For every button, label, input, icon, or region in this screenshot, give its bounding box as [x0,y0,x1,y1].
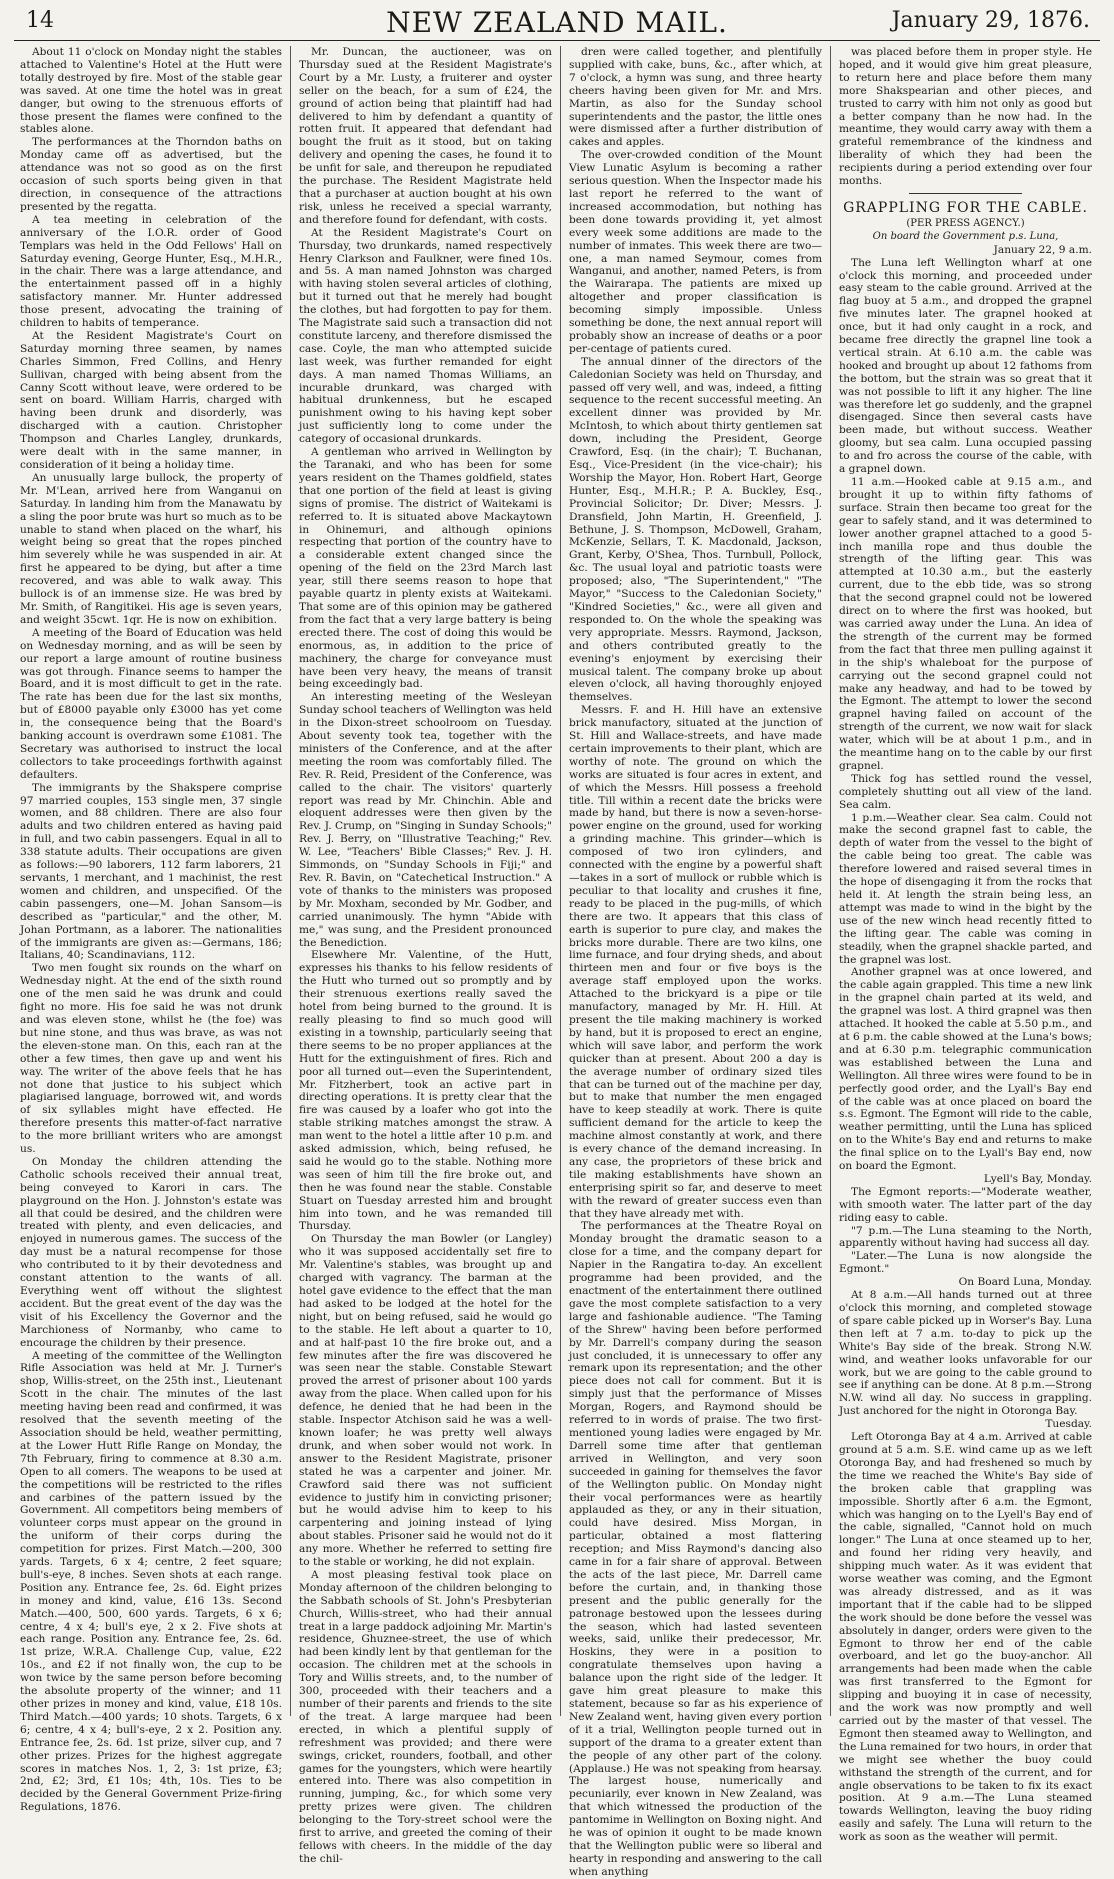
dateline: On Board Luna, Monday. [958,1276,1092,1289]
paragraph: The Egmont reports:—"Moderate weather, with smooth water. The latter part of the day riding easy to cable. [839,1185,1092,1224]
paragraph: On Monday the children attending the Catholic schools received their annual treat, being conveyed to Karori in cars. The playground on the Hon. J. Johnston's estate was all that could be desired, and the children were treated with plenty, and even delicacies, and enjoyed in numerous games. The success of the day must be a natural recompense for those who contributed to it by their devotedness and constant attention to the wants of all. Everything went off without the slightest accident. But the great event of the day was the visit of his Excellency the Governor and the Marchioness of Normanby, who came to encourage the children by their presence. [20,1155,282,1349]
issue-date: January 29, 1876. [891,8,1090,33]
paragraph: Left Otoronga Bay at 4 a.m. Arrived at cable ground at 5 a.m. S.E. wind came up as we left Otoronga Bay, and had freshened so much by the time we reached the White's Bay side of the broken cable that grappling was impossible. Shortly after 6 a.m. the Egmont, which was hanging on to the Lyell's Bay end of the cable, signalled, "Cannot hold on much longer." The Luna at once steamed up to her, and found her riding very heavily, and shipping much water. As it was evident that worse weather was coming, and the Egmont was already distressed, and as it was important that if the cable had to be slipped the work should be done before the vessel was absolutely in danger, orders were given to the Egmont to throw her end of the cable overboard, and let go the buoy-anchor. All arrangements had been made when the cable was first transferred to the Egmont for slipping and buoying it in case of necessity, and the work was now promptly and well carried out by the master of that vessel. The Egmont then steamed away to Wellington, and the Luna remained for two hours, in order that we might see whether the buoy could withstand the strength of the current, and for angle observations to be taken to fix its exact position. At 9 a.m.—The Luna steamed towards Wellington, leaving the buoy riding easily and safely. The Luna will return to the work as soon as the weather will permit. [839,1431,1092,1844]
paragraph: The Luna left Wellington wharf at one o'clock this morning, and proceeded under easy steam to the cable ground. Arrived at the flag buoy at 5 a.m., and dropped the grapnel five minutes later. The grapnel hooked at once, but it had only caught in a rock, and became free directly the grapnel line took a vertical strain. At 6.10 a.m. the cable was hooked and brought up about 12 fathoms from the bottom, but the strain was so great that it was not possible to lift it any higher. The line was therefore let go suddenly, and the grapnel disengaged. Since then several casts have been made, but without success. Weather gloomy, but sea calm. Luna occupied passing to and fro across the course of the cable, with a grapnel down. [839,256,1092,476]
column-4 [830,46,1100,1844]
paragraph: A tea meeting in celebration of the anniversary of the I.O.R. order of Good Templars was held in the Odd Fellows' Hall on Saturday evening, George Hunter, Esq., M.H.R., in the chair. There was a large attendance, and the entertainment passed off in a highly satisfactory manner. Mr. Hunter addressed those present, advocating the training of children to habits of temperance. [20,213,282,330]
paragraph: An interesting meeting of the Wesleyan Sunday school teachers of Wellington was held in the Dixon-street schoolroom on Tuesday. About seventy took tea, together with the ministers of the Conference, and at the after meeting the room was comfortably filled. The Rev. R. Reid, President of the Conference, was called to the chair. The visitors' quarterly report was read by Mr. Chinchin. Able and eloquent addresses were then given by the Rev. J. Crump, on "Singing in Sunday Schools;" Rev. J. Berry, on "Illustrative Teaching;" Rev. W. Lee, "Teachers' Bible Classes;" Rev. J. H. Simmonds, on "Sunday Schools in Fiji;" and Rev. R. Bavin, on "Catechetical Instruction." A vote of thanks to the ministers was proposed by Mr. Moxham, seconded by Mr. Godber, and carried unanimously. The hymn "Abide with me," was sung, and the President pronounced the Benediction. [299,691,552,949]
paragraph: 11 a.m.—Hooked cable at 9.15 a.m., and brought it up to within fifty fathoms of surface. Strain then became too great for the gear to safely stand, and it was determined to lower another grapnel attached to a good 5-inch manilla rope and thus double the strength of the lifting gear. This was attempted at 10.30 a.m., but the easterly current, due to the ebb tide, was so strong that the second grapnel could not be lowered direct on to where the first was hooked, but was carried away under the Luna. An idea of the strength of the current may be formed from the fact that three men pulling against it in the ship's whaleboat for the purpose of carrying out the second grapnel could not make any headway, and had to be towed by the Egmont. The attempt to lower the second grapnel having failed on account of the strength of the current, we now wait for slack water, which will be at about 1 p.m., and in the meantime hang on to the cable by our first grapnel. [839,476,1092,772]
article-headline: GRAPPLING FOR THE CABLE. [843,199,1088,216]
paragraph: Elsewhere Mr. Valentine, of the Hutt, expresses his thanks to his fellow residents of the Hutt who turned out so promptly and by their strenuous exertions really saved the hotel from being burned to the ground. It is really pleasing to find so much good will existing in a township, particularly seeing that there seems to be no proper appliances at the Hutt for the extinguishment of fires. Rich and poor all turned out—even the Superintendent, Mr. Fitzherbert, took an active part in directing operations. It is pretty clear that the fire was caused by a loafer who got into the stable striking matches amongst the straw. A man went to the hotel a little after 10 p.m. and asked admission, which, being refused, he said he would go to the stable. Nothing more was seen of him till the fire broke out, and then he was found near the stable. Constable Stuart on Tuesday arrested him and brought him into town, and he was remanded till Thursday. [299,949,552,1233]
columns [20,46,1100,1878]
paragraph: An unusually large bullock, the property of Mr. M'Lean, arrived here from Wanganui on Saturday. In landing him from the Manawatu by a sling the poor brute was hurt so much as to be unable to stand when placed on the wharf, his weight being so great that the ropes pinched him severely while he was suspended in air. At first he appeared to be dying, but after a time recovered, and was able to walk away. This bullock is of an immense size. He was bred by Mr. Smith, of Rangitikei. His age is seven years, and weight 35cwt. 1qr. He is now on exhibition. [20,471,282,626]
paragraph: The performances at the Thorndon baths on Monday came off as advertised, but the attendance was not so good as on the first occasion of such sports being given in that direction, in consequence of the attractions presented by the regatta. [20,136,282,213]
paragraph: A meeting of the committee of the Wellington Rifle Association was held at Mr. J. Turner's shop, Willis-street, on the 25th inst., Lieutenant Scott in the chair. The minutes of the last meeting having been read and confirmed, it was resolved that the seventh meeting of the Association should be held, weather permitting, at the Lower Hutt Rifle Range on Monday, the 7th February, firing to commence at 8.30 a.m. Open to all comers. The weapons to be used at the competitions will be restricted to the rifles and carbines of the pattern issued by the Government. All competitors being members of volunteer corps must appear on the ground in the uniform of their corps during the competition for prizes. First Match.—200, 300 yards. Targets, 6 x 4; centre, 2 feet square; bull's-eye, 8 inches. Seven shots at each range. Position any. Entrance fee, 2s. 6d. Eight prizes in money and kind, value, £16 13s. Second Match.—400, 500, 600 yards. Targets, 6 x 6; centre, 4 x 4; bull's eye, 2 x 2. Five shots at each range. Position any. Entrance fee, 2s. 6d. 1st prize, W.R.A. Challenge Cup, value, £22 10s., and £2 if not finally won, the cup to be won twice by the same person before becoming the absolute property of the winner; and 11 other prizes in money and kind, value, £18 10s. Third Match.—400 yards; 10 shots. Targets, 6 x 6; centre, 4 x 4; bull's-eye, 2 x 2. Position any. Entrance fee, 2s. 6d. 1st prize, silver cup, and 7 other prizes. Prizes for the highest aggregate scores in matches Nos. 1, 2, 3: 1st prize, £3; 2nd, £2; 3rd, £1 10s; 4th, 10s. Ties to be decided by the General Government Prize-firing Regulations, 1876. [20,1349,282,1814]
paragraph: At the Resident Magistrate's Court on Saturday morning three seamen, by names Charles Simmon, Fred Collins, and Henry Sullivan, charged with being absent from the Canny Scott without leave, were ordered to be sent on board. William Harris, charged with having been drunk and disorderly, was discharged with a caution. Christopher Thompson and Charles Langley, drunkards, were dealt with in the same manner, in consideration of it being a holiday time. [20,329,282,471]
dateline: Lyell's Bay, Monday. [983,1172,1092,1185]
column-2 [290,46,560,1865]
paragraph: A meeting of the Board of Education was held on Wednesday morning, and as will be seen by our report a large amount of routine business was got through. Finance seems to hamper the Board, and it is most difficult to get in the rate. The rate has been due for the last six months, but of £8000 payable only £3000 has yet come in, the consequence being that the Board's banking account is overdrawn some £1081. The Secretary was authorised to instruct the local collectors to take proceedings forthwith against defaulters. [20,626,282,781]
paragraph: About 11 o'clock on Monday night the stables attached to Valentine's Hotel at the Hutt were totally destroyed by fire. Most of the stable gear was saved. At one time the hotel was in great danger, but owing to the strenuous efforts of those present the flames were confined to the stables alone. [20,46,282,136]
paragraph: "Later.—The Luna is now alongside the Egmont." [839,1250,1092,1276]
paragraph: A gentleman who arrived in Wellington by the Taranaki, and who has been for some years resident on the Thames goldfield, states that one portion of the field at least is giving signs of promise. The district of Waitekami is referred to. It is situated above Mackaytown in Ohinemuri, and although opinions respecting that portion of the country have to a considerable extent changed since the opening of the field on the 23rd March last year, still there seems reason to hope that payable quartz in plenty exists at Waitekami. That some are of this opinion may be gathered from the fact that a very large battery is being erected there. The cost of doing this would be enormous, as, in addition to the price of machinery, the charge for conveyance must have been very heavy, the means of transit being exceedingly bad. [299,446,552,691]
dateline-place: On board the Government p.s. Luna, [872,230,1059,242]
paragraph: was placed before them in proper style. He hoped, and it would give him great pleasure, to return here and place before them many more Shakspearian and other pieces, and trusted to carry with him not only as good but a better company than he now had. In the meantime, they would carry away with them a grateful remembrance of the kindness and liberality of which they had been the recipients during a period extending over four months. [839,46,1092,188]
paragraph: Mr. Duncan, the auctioneer, was on Thursday sued at the Resident Magistrate's Court by a Mr. Lusty, a fruiterer and oyster seller on the beach, for a sum of £24, the ground of action being that plaintiff had had delivered to him by defendant a quantity of rotten fruit. It appeared that defendant had bought the fruit as it stood, but on taking delivery and opening the cases, he found it to be unfit for sale, and thereupon he repudiated the purchase. The Resident Magistrate held that a purchaser at auction bought at his own risk, unless he received a special warranty, and therefore found for defendant, with costs. [299,46,552,226]
column-1 [20,46,290,1814]
paragraph: At the Resident Magistrate's Court on Thursday, two drunkards, named respectively Henry Clarkson and Faulkner, were fined 10s. and 5s. A man named Johnston was charged with having stolen several articles of clothing, but it turned out that he merely had bought the clothes, but had forgotten to pay for them. The Magistrate said such a transaction did not constitute larceny, and therefore dismissed the case. Coyle, the man who attempted suicide last week, was further remanded for eight days. A man named Thomas Williams, an incurable drunkard, was charged with habitual drunkenness, but he escaped punishment owing to his having kept sober just sufficiently long to come under the category of occasional drunkards. [299,226,552,446]
column-3 [560,46,830,1878]
paragraph: The over-crowded condition of the Mount View Lunatic Asylum is becoming a rather serious question. When the Inspector made his last report he referred to the want of increased accommodation, but nothing has been done towards providing it, yet almost every week some additions are made to the number of inmates. This week there are two—one, a man named Seymour, comes from Wanganui, and another, named Peters, is from the Wairarapa. The patients are mixed up altogether and proper classification is becoming simply impossible. Unless something be done, the next annual report will probably show an increase of deaths or a poor per-centage of patients cured. [569,149,822,355]
paragraph: 1 p.m.—Weather clear. Sea calm. Could not make the second grapnel fast to cable, the depth of water from the vessel to the bight of the cable being too great. The cable was therefore lowered and raised several times in the hope of disengaging it from the rocks that held it. At length the strain being less, an attempt was made to wind in the bight by the use of the new winch head recently fitted to the lifting gear. The cable was coming in steadily, when the grapnel shackle parted, and the grapnel was lost. [839,811,1092,966]
paragraph: The performances at the Theatre Royal on Monday brought the dramatic season to a close for a time, and the company depart for Napier in the Rangatira to-day. An excellent programme had been provided, and the enactment of the entertainment there outlined gave the most complete satisfaction to a very large and fashionable audience. "The Taming of the Shrew" having been before performed by Mr. Darrell's company during the season just concluded, it is unnecessary to offer any remark upon its representation; and the other piece does not call for comment. But it is simply just that the performance of Misses Morgan, Rogers, and Raymond should be referred to in words of praise. The two first-mentioned young ladies were engaged by Mr. Darrell some time after that gentleman arrived in Wellington, and very soon succeeded in gaining for themselves the favor of the Wellington public. On Monday night their vocal performances were as heartily applauded as they, or any in their situation, could have desired. Miss Morgan, in particular, obtained a most flattering reception; and Miss Raymond's dancing also came in for a fair share of approval. Between the acts of the last piece, Mr. Darrell came before the curtain, and, in thanking those present and the public generally for the patronage bestowed upon the lessees during the season, which had lasted seventeen weeks, said, unlike their predecessor, Mr. Hoskins, they were in a position to congratulate themselves upon having a balance upon the right side of the ledger. It gave him great pleasure to make this statement, because so far as his experience of New Zealand went, having given every portion of it a trial, Wellington people turned out in support of the drama to a greater extent than the people of any other part of the colony. (Applause.) He was not speaking from hearsay. The largest house, numerically and pecuniarily, ever known in New Zealand, was that which witnessed the production of the pantomime in Wellington on Boxing night. And he was of opinion it ought to be made known that the Wellington public were so liberal and hearty in responding and answering to the call when anything [569,1220,822,1878]
dateline-date: January 22, 9 a.m. [993,243,1092,256]
masthead [14,6,1100,40]
paragraph: dren were called together, and plentifully supplied with cake, buns, &c., after which, at 7 o'clock, a hymn was sung, and three hearty cheers having been given for Mr. and Mrs. Martin, as also for the Sunday school superintendents and the pastor, the little ones were dismissed after a further distribution of cakes and apples. [569,46,822,149]
paragraph: A most pleasing festival took place on Monday afternoon of the children belonging to the Sabbath schools of St. John's Presbyterian Church, Willis-street, who had their annual treat in a large paddock adjoining Mr. Martin's residence, Ghuznee-street, the use of which had been kindly lent by that gentleman for the occasion. The children met at the schools in Tory and Willis streets, and, to the number of 300, proceeded with their teachers and a number of their parents and friends to the site of the treat. A large marquee had been erected, in which a plentiful supply of refreshment was provided; and there were swings, cricket, rounders, football, and other games for the youngsters, which were heartily entered into. There was also competition in running, jumping, &c., for which some very pretty prizes were given. The children belonging to the Tory-street school were the first to arrive, and greeted the coming of their fellows with cheers. In the middle of the day the chil- [299,1568,552,1865]
paragraph: Two men fought six rounds on the wharf on Wednesday night. At the end of the sixth round one of the men said he was drunk and could fight no more. His foe said he was not drunk and was eleven stone, whilst he (the foe) was but nine stone, and thus was brave, as was not the eleven-stone man. On this, each ran at the other a few times, then gave up and went his way. The writer of the above feels that he has not done that justice to his subject which plagiarised language, borrowed wit, and words of six syllables might have effected. He therefore presents this matter-of-fact narrative to the more brilliant writers who are amongst us. [20,962,282,1156]
paragraph: Thick fog has settled round the vessel, completely shutting out all view of the land. Sea calm. [839,772,1092,811]
agency-credit: (PER PRESS AGENCY.) [906,217,1025,229]
page-number: 14 [26,8,54,33]
paragraph: The immigrants by the Shakspere comprise 97 married couples, 153 single men, 37 single women, and 88 children. There are also four adults and two children entered as having paid in full, and two cabin passengers. Equal in all to 338 statute adults. Their occupations are given as follows:—90 laborers, 112 farm laborers, 21 servants, 1 merchant, and 1 machinist, the rest women and children, and unspecified. Of the cabin passengers, one—M. Johan Sansom—is described as "particular," and the other, M. Johan Portmann, as a laborer. The nationalities of the immigrants are given as:—Germans, 186; Italians, 40; Scandinavians, 112. [20,781,282,962]
paragraph: On Thursday the man Bowler (or Langley) who it was supposed accidentally set fire to Mr. Valentine's stables, was brought up and charged with vagrancy. The barman at the hotel gave evidence to the effect that the man had asked to be lodged at the hotel for the night, but on being refused, said he would go to the stable. He left about a quarter to 10, and at half-past 10 the fire broke out, and a few minutes after the fire was discovered he was seen near the stable. Constable Stewart proved the arrest of prisoner about 100 yards away from the place. When called upon for his defence, he denied that he had been in the stable. Inspector Atchison said he was a well-known loafer; he was pretty well always drunk, and when sober would not work. In answer to the Resident Magistrate, prisoner stated he was a carpenter and joiner. Mr. Crawford said there was not sufficient evidence to justify him in convicting prisoner; but he would advise him to keep to his carpentering and joining instead of lying about stables. Prisoner said he would not do it any more. Whether he referred to setting fire to the stable or working, he did not explain. [299,1233,552,1569]
paragraph: Another grapnel was at once lowered, and the cable again grappled. This time a new link in the grapnel chain parted at its weld, and the grapnel was lost. A third grapnel was then attached. It hooked the cable at 5.50 p.m., and at 6 p.m. the cable showed at the Luna's bows; and at 6.30 p.m. telegraphic communication was established between the Luna and Wellington. All three wires were found to be in perfectly good order, and the Lyall's Bay end of the cable was at once placed on board the s.s. Egmont. The Egmont will ride to the cable, weather permitting, until the Luna has spliced on to the White's Bay end and returns to make the final splice on to the Lyall's Bay end, now on board the Egmont. [839,966,1092,1173]
paragraph: "7 p.m.—The Luna steaming to the North, apparently without having had success all day. [839,1224,1092,1250]
paragraph: At 8 a.m.—All hands turned out at three o'clock this morning, and completed stowage of spare cable picked up in Worser's Bay. Luna then left at 7 a.m. to-day to pick up the White's Bay side of the break. Strong N.W. wind, and weather looks unfavorable for our work, but we are going to the cable ground to see if anything can be done. At 8 p.m.—Strong N.W. wind all day. No success in grappling. Just anchored for the night in Otoronga Bay. [839,1289,1092,1418]
newspaper-title: NEW ZEALAND MAIL. [386,6,728,39]
masthead-rule [14,40,1100,41]
article-divider [909,193,1023,194]
dateline: Tuesday. [1045,1418,1092,1431]
paragraph: Messrs. F. and H. Hill have an extensive brick manufactory, situated at the junction of St. Hill and Wallace-streets, and have made certain improvements to their plant, which are worthy of note. The ground on which the works are situated is four acres in extent, and of which the Messrs. Hill possess a freehold title. Till within a recent date the bricks were made by hand, but there is now a seven-horse-power engine on the ground, used for working a grinding machine. This grinder—which is composed of two iron cylinders, and connected with the engine by a powerful shaft—takes in a sort of mullock or rubble which is peculiar to that locality and crushes it fine, ready to be placed in the pug-mills, of which there are two. It appears that this class of earth is superior to pure clay, and makes the bricks more durable. There are two kilns, one lime furnace, and four drying sheds, and about thirteen men and four or five boys is the average staff employed upon the works. Attached to the brickyard is a pipe or tile manufactory, managed by Mr. H. Hill. At present the tile making machinery is worked by hand, but it is proposed to erect an engine, which will save labor, and perform the work quicker than at present. About 200 a day is the average number of ordinary sized tiles that can be turned out of the machine per day, but to make that number the men engaged have to keep steadily at work. There is quite sufficient demand for the article to keep the machine almost constantly at work, and there is every chance of the demand increasing. In any case, the proprietors of these brick and tile making establishments have shown an enterprising spirit so far, and deserve to meet with the reward of greater success even than that they have already met with. [569,704,822,1220]
paragraph: The annual dinner of the directors of the Caledonian Society was held on Thursday, and passed off very well, and was, indeed, a fitting sequence to the recent successful meeting. An excellent dinner was provided by Mr. McIntosh, to which about thirty gentlemen sat down, including the President, George Crawford, Esq. (in the chair); T. Buchanan, Esq., Vice-President (in the vice-chair); his Worship the Mayor, Hon. Robert Hart, George Hunter, Esq., M.H.R.; P. A. Buckley, Esq., Provincial Solicitor; Dr. Diver; Messrs. J. Dransfield, John Martin, H. Greenfield, J. Bethune, J. S. Thompson, McDowell, Graham, McKenzie, Sellars, T. K. Macdonald, Jackson, Grant, Kerby, O'Shea, Thos. Turnbull, Pollock, &c. The usual loyal and patriotic toasts were proposed; also, "The Superintendent," "The Mayor," "Success to the Caledonian Society," "Kindred Societies," &c., were all given and responded to. On the whole the speaking was very appropriate. Messrs. Raymond, Jackson, and others contributed greatly to the evening's enjoyment by exercising their musical talent. The company broke up about eleven o'clock, all having thoroughly enjoyed themselves. [569,355,822,704]
